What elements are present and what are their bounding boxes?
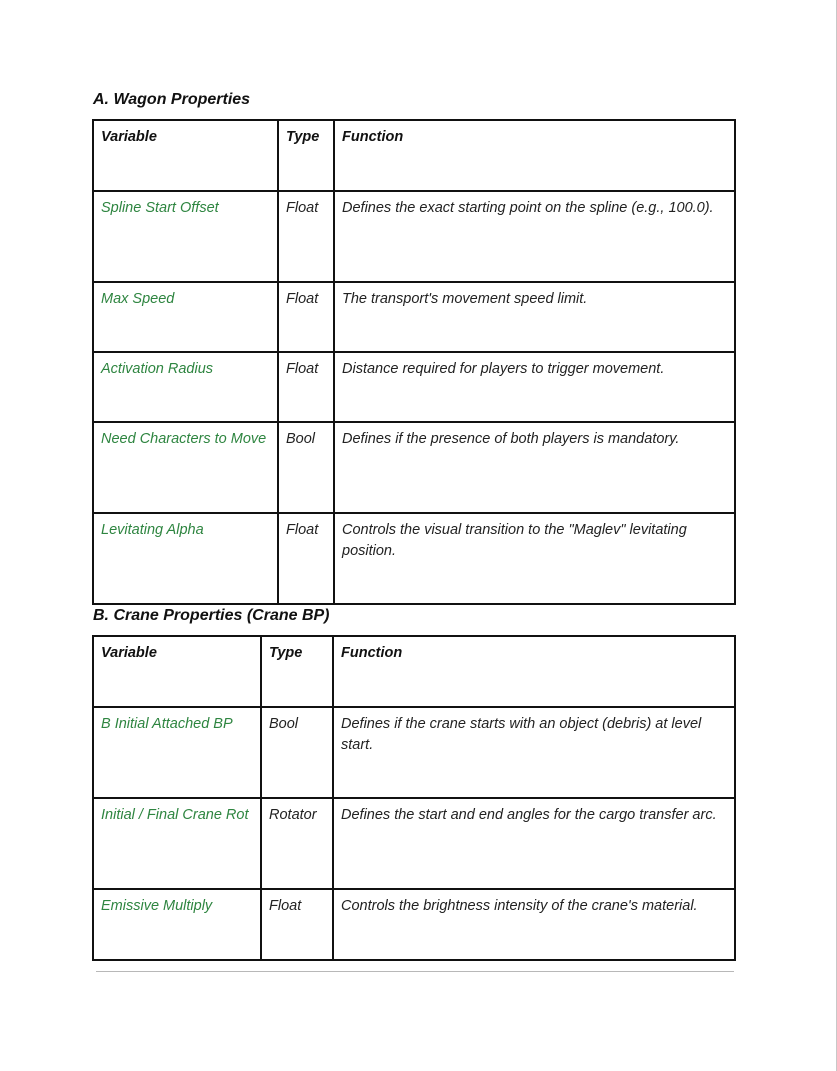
function-cell: Controls the visual transition to the "Maglev" levitating position. bbox=[334, 513, 735, 604]
footer-divider bbox=[96, 971, 734, 972]
table-header-row bbox=[93, 636, 735, 707]
type-cell: Float bbox=[261, 889, 333, 960]
table-row bbox=[93, 889, 735, 960]
type-cell: Float bbox=[278, 513, 334, 604]
variable-cell: Initial / Final Crane Rot bbox=[93, 798, 261, 889]
variable-cell: Emissive Multiply bbox=[93, 889, 261, 960]
type-cell: Float bbox=[278, 282, 334, 352]
table-row bbox=[93, 422, 735, 513]
function-cell: Defines if the presence of both players is mandatory. bbox=[334, 422, 735, 513]
header-type: Type bbox=[278, 120, 334, 191]
variable-cell: Need Characters to Move bbox=[93, 422, 278, 513]
variable-cell: Spline Start Offset bbox=[93, 191, 278, 282]
type-cell: Bool bbox=[261, 707, 333, 798]
function-cell: Defines the exact starting point on the spline (e.g., 100.0). bbox=[334, 191, 735, 282]
header-function: Function bbox=[333, 636, 735, 707]
wagon-properties-table bbox=[92, 119, 736, 605]
type-cell: Float bbox=[278, 191, 334, 282]
table-row bbox=[93, 798, 735, 889]
function-cell: Defines if the crane starts with an object (debris) at level start. bbox=[333, 707, 735, 798]
table-header-row bbox=[93, 120, 735, 191]
type-cell: Bool bbox=[278, 422, 334, 513]
function-cell: Controls the brightness intensity of the crane's material. bbox=[333, 889, 735, 960]
table-row bbox=[93, 707, 735, 798]
table-row bbox=[93, 282, 735, 352]
header-type: Type bbox=[261, 636, 333, 707]
table-row bbox=[93, 191, 735, 282]
header-function: Function bbox=[334, 120, 735, 191]
table-row bbox=[93, 352, 735, 422]
variable-cell: B Initial Attached BP bbox=[93, 707, 261, 798]
variable-cell: Levitating Alpha bbox=[93, 513, 278, 604]
header-variable: Variable bbox=[93, 636, 261, 707]
section-b-title: B. Crane Properties (Crane BP) bbox=[93, 607, 330, 624]
section-a-title: A. Wagon Properties bbox=[93, 91, 251, 108]
header-variable: Variable bbox=[93, 120, 278, 191]
crane-properties-table bbox=[92, 635, 736, 961]
variable-cell: Max Speed bbox=[93, 282, 278, 352]
function-cell: The transport's movement speed limit. bbox=[334, 282, 735, 352]
type-cell: Float bbox=[278, 352, 334, 422]
type-cell: Rotator bbox=[261, 798, 333, 889]
table-row bbox=[93, 513, 735, 604]
function-cell: Defines the start and end angles for the cargo transfer arc. bbox=[333, 798, 735, 889]
variable-cell: Activation Radius bbox=[93, 352, 278, 422]
function-cell: Distance required for players to trigger movement. bbox=[334, 352, 735, 422]
